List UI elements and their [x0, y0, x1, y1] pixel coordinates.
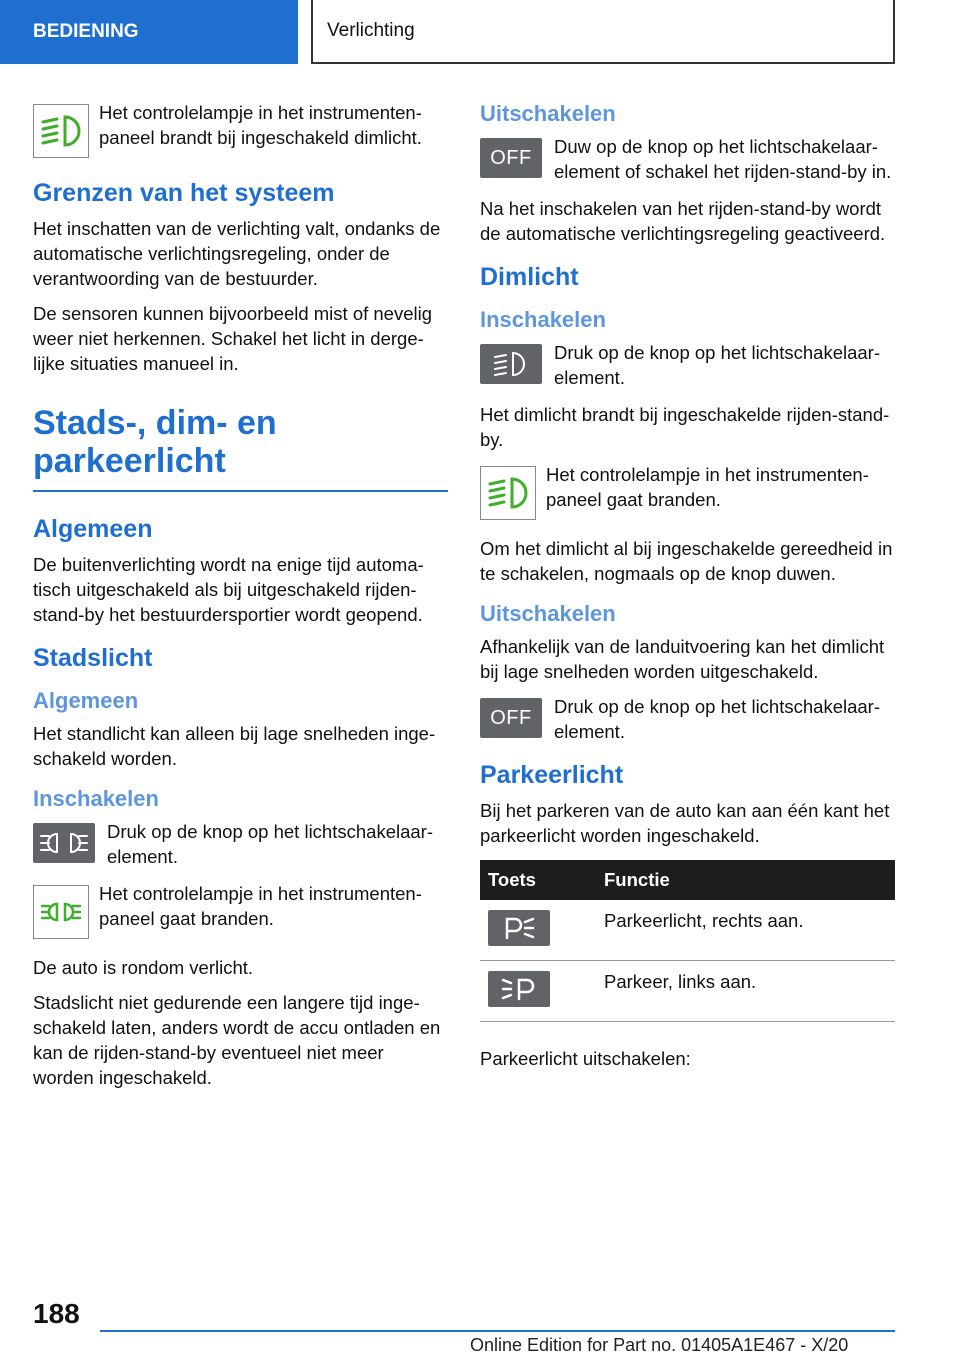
limits-paragraph-1: Het inschatten van de verlichting valt, ondanks de automatische verlichtingsregeling, onder de verantwoording van de bestuurder. [33, 218, 441, 289]
parking-off-text: Parkeerlicht uitschakelen: [480, 1048, 691, 1069]
section-tab [0, 0, 298, 64]
general-paragraph: De buitenverlichting wordt na enige tijd automatisch uitgeschakeld als bij uitgeschakeld rijden-stand-by het bestuurdersportier wordt geopend. [33, 554, 424, 625]
off-button-icon [480, 138, 542, 178]
limits-heading: Grenzen van het systeem [33, 179, 335, 207]
dim-off-paragraph: Afhankelijk van de landuitvoering kan het dimlicht bij lage snelheden worden uitgeschakeld. [480, 636, 885, 682]
table-cell-function: Parkeer, links aan. [596, 961, 895, 1022]
dim-lamp-text: Het controlelampje in het instrumentenpaneel gaat branden. [546, 464, 869, 510]
heading-rule [33, 490, 448, 492]
off-text: Duw op de knop op het lichtschakelaarelement of schakel het rijden-stand-by in. [554, 136, 892, 182]
table-row [480, 961, 895, 1022]
position-light-indicator-icon [33, 885, 89, 939]
off-button-icon [480, 698, 542, 738]
dim-heading: Dimlicht [480, 263, 579, 291]
dim-lamp-text: Het controlelampje in het instrumentenpaneel brandt bij ingeschakeld dimlicht. [99, 102, 422, 148]
general-heading: Algemeen [33, 515, 153, 543]
low-beam-indicator-icon [33, 104, 89, 158]
dim-lamp-row-right [480, 462, 895, 524]
position-light-button-icon [33, 823, 95, 863]
city-paragraph-1: De auto is rondom verlicht. [33, 957, 254, 978]
city-lamp-text: Het controlelampje in het instrumentenpaneel gaat branden. [99, 883, 422, 929]
off-heading: Uitschakelen [480, 101, 616, 126]
dim-lamp-row [33, 100, 448, 162]
dim-on-text: Druk op de knop op het lichtschakelaarelement. [554, 342, 881, 388]
col-key-header: Toets [480, 860, 596, 900]
city-on-heading: Inschakelen [33, 786, 159, 811]
parking-heading: Parkeerlicht [480, 761, 624, 789]
dim-on-heading: Inschakelen [480, 307, 606, 332]
dim-off-row [480, 694, 895, 744]
city-lamp-row [33, 881, 448, 943]
dim-off-text: Druk op de knop op het lichtschakelaarelement. [554, 696, 881, 742]
city-general-heading: Algemeen [33, 688, 139, 713]
table-cell-key [480, 961, 596, 1022]
col-function-header: Functie [596, 860, 895, 900]
dim-on-row [480, 340, 895, 390]
table-row [480, 900, 895, 961]
low-beam-indicator-icon [480, 466, 536, 520]
parking-light-right-icon [488, 910, 550, 946]
parking-light-left-icon [488, 971, 550, 1007]
section-heading: Stads-, dim- en parkeerlicht [33, 404, 277, 480]
section-label: BEDIENING [33, 21, 139, 42]
edition-text: Online Edition for Part no. 01405A1E467 - X/20 [470, 1335, 849, 1355]
limits-paragraph-2: De sensoren kunnen bijvoorbeeld mist of nevelig weer niet herkennen. Schakel het licht in dergelijke situaties manueel in. [33, 303, 433, 374]
left-column [33, 100, 448, 1100]
right-column [480, 100, 895, 1081]
city-on-text: Druk op de knop op het lichtschakelaarelement. [107, 821, 434, 867]
dim-paragraph-1: Het dimlicht brandt bij ingeschakelde rijden-stand-by. [480, 404, 890, 450]
footer-rule [100, 1330, 895, 1332]
low-beam-button-icon [480, 344, 542, 384]
off-row [480, 134, 895, 184]
dim-off-heading: Uitschakelen [480, 601, 616, 626]
dim-paragraph-2: Om het dimlicht al bij ingeschakelde gereedheid in te schakelen, nogmaals op de knop duwen. [480, 538, 893, 584]
off-paragraph: Na het inschakelen van het rijden-stand-by wordt de automatische verlichtingsregeling geactiveerd. [480, 198, 886, 244]
header-title: Verlichting [327, 20, 415, 41]
city-paragraph-2: Stadslicht niet gedurende een langere tijd ingeschakeld laten, anders wordt de accu ontladen en kan de rijden-stand-by eventueel niet meer worden ingeschakeld. [33, 992, 441, 1088]
page-header [311, 0, 895, 64]
off-button-label: OFF [490, 706, 532, 729]
city-on-row [33, 819, 448, 869]
table-cell-function: Parkeerlicht, rechts aan. [596, 900, 895, 961]
parking-table [480, 860, 895, 1022]
parking-paragraph: Bij het parkeren van de auto kan aan één kant het parkeerlicht worden ingeschakeld. [480, 800, 890, 846]
table-cell-key [480, 900, 596, 961]
city-light-heading: Stadslicht [33, 644, 153, 672]
off-button-label: OFF [490, 146, 532, 169]
city-general-paragraph: Het standlicht kan alleen bij lage snelheden ingeschakeld worden. [33, 723, 436, 769]
page-number: 188 [33, 1298, 80, 1329]
table-header-row [480, 860, 895, 900]
